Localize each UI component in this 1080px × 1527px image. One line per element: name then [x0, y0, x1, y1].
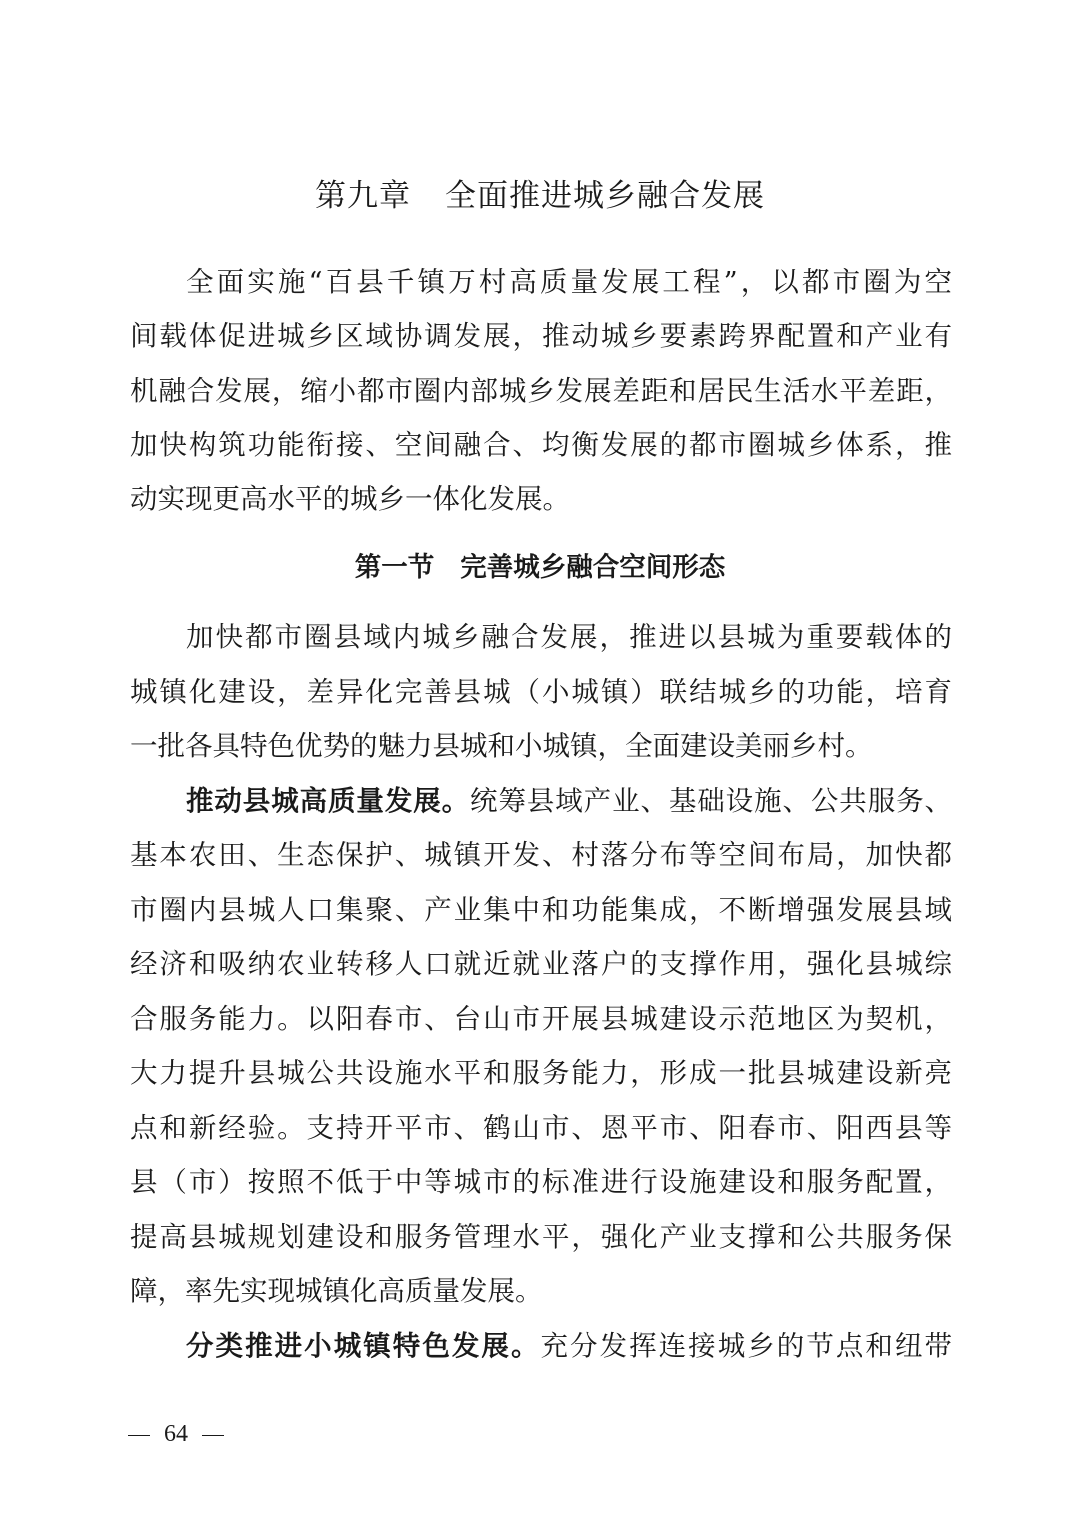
section-intro-line-3: 一批各具特色优势的魅力县城和小城镇，全面建设美丽乡村。 — [130, 730, 873, 762]
towns-para-line-1 — [186, 1326, 952, 1366]
county-para-line-6: 大力提升县城公共设施水平和服务能力，形成一批县城建设新亮 — [130, 1057, 952, 1089]
intro-line-5: 动实现更高水平的城乡一体化发展。 — [130, 483, 570, 515]
county-para-line-1 — [186, 781, 952, 821]
page-number-value: 64 — [164, 1421, 188, 1447]
section-heading — [0, 548, 1080, 588]
section-intro-line-1: 加快都市圈县域内城乡融合发展，推进以县城为重要载体的 — [186, 621, 952, 653]
county-para-line-2: 基本农田、生态保护、城镇开发、村落分布等空间布局，加快都 — [130, 839, 952, 871]
county-para-lead: 推动县城高质量发展。 — [186, 785, 471, 817]
page-number-dash-left — [128, 1435, 150, 1437]
county-para-line-4: 经济和吸纳农业转移人口就近就业落户的支撑作用，强化县城综 — [130, 948, 952, 980]
county-para-line-3: 市圈内县城人口集聚、产业集中和功能集成，不断增强发展县域 — [130, 894, 952, 926]
county-para-line-9: 提高县城规划建设和服务管理水平，强化产业支撑和公共服务保 — [130, 1221, 952, 1253]
intro-line-4: 加快构筑功能衔接、空间融合、均衡发展的都市圈城乡体系，推 — [130, 429, 952, 461]
section-number: 第一节 — [354, 552, 435, 583]
towns-para-lead: 分类推进小城镇特色发展。 — [186, 1330, 541, 1362]
intro-line-3: 机融合发展，缩小都市圈内部城乡发展差距和居民生活水平差距， — [130, 375, 952, 407]
section-intro-line-2: 城镇化建设，差异化完善县城（小城镇）联结城乡的功能，培育 — [130, 676, 952, 708]
page-number — [128, 1416, 224, 1452]
chapter-title: 全面推进城乡融合发展 — [445, 178, 765, 214]
chapter-number: 第九章 — [315, 178, 411, 214]
county-para-line-5: 合服务能力。以阳春市、台山市开展县城建设示范地区为契机， — [130, 1003, 952, 1035]
towns-para-first-line-rest: 充分发挥连接城乡的节点和纽带 — [540, 1330, 953, 1362]
intro-line-2: 间载体促进城乡区域协调发展，推动城乡要素跨界配置和产业有 — [130, 320, 952, 352]
county-para-first-line-rest: 统筹县域产业、基础设施、公共服务、 — [470, 785, 953, 817]
section-title: 完善城乡融合空间形态 — [460, 552, 726, 583]
county-para-line-10: 障，率先实现城镇化高质量发展。 — [130, 1275, 543, 1307]
county-para-line-7: 点和新经验。支持开平市、鹤山市、恩平市、阳春市、阳西县等 — [130, 1112, 952, 1144]
county-para-line-8: 县（市）按照不低于中等城市的标准进行设施建设和服务配置， — [130, 1166, 952, 1198]
chapter-heading — [0, 172, 1080, 220]
page-number-dash-right — [202, 1435, 224, 1437]
intro-line-1: 全面实施“百县千镇万村高质量发展工程”，以都市圈为空 — [186, 266, 952, 298]
